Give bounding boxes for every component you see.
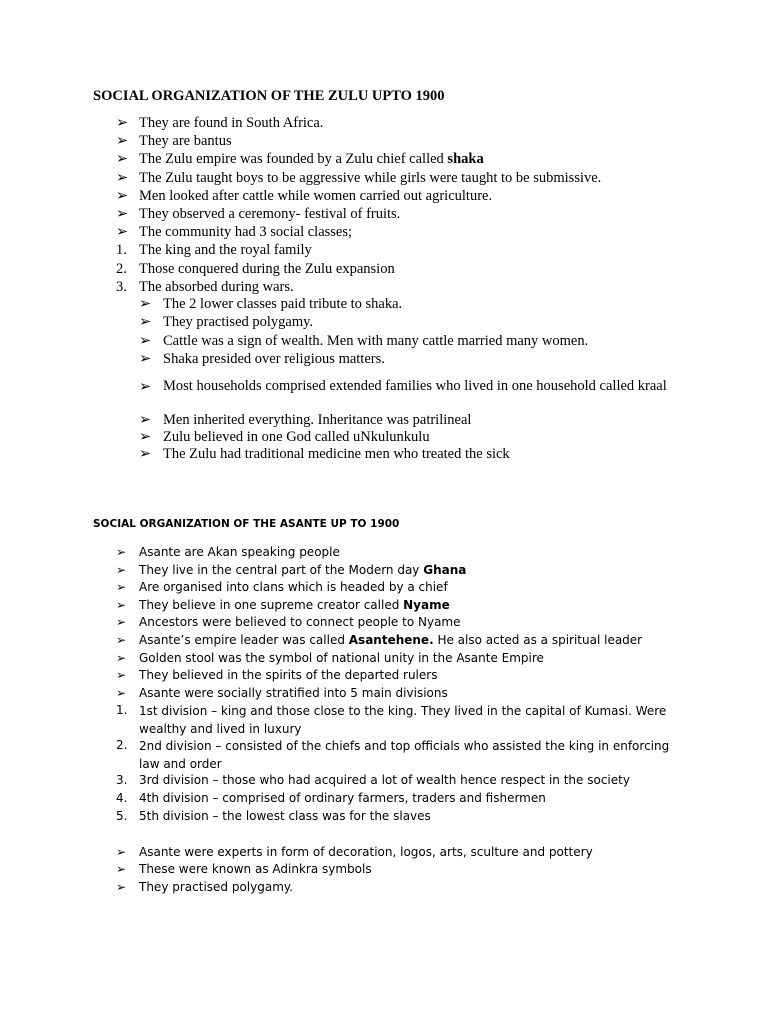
arrowhead-bullet-icon: ➢ <box>116 133 129 150</box>
list-item-text: The Zulu taught boys to be aggressive while girls were taught to be submissive. <box>139 169 602 186</box>
list-number: 5. <box>116 809 128 823</box>
arrowhead-bullet-icon: ➢ <box>139 429 152 445</box>
text-segment: They believe in one supreme creator called <box>139 597 404 612</box>
arrowhead-bullet-icon: ➢ <box>116 615 127 630</box>
list-item-text: Men looked after cattle while women carried out agriculture. <box>139 187 493 204</box>
list-item-text: They are bantus <box>139 133 232 150</box>
list-item-text: 1st division – king and those close to the king. They lived in the capital of Kumasi. Were wealthy and lived in luxury <box>139 704 667 736</box>
list-item-text: They practised polygamy. <box>139 880 294 894</box>
list-item-text: These were known as Adinkra symbols <box>139 862 372 876</box>
list-item-text: They believed in the spirits of the departed rulers <box>139 668 438 683</box>
arrowhead-bullet-icon: ➢ <box>116 597 127 612</box>
list-item-text: Asante are Akan speaking people <box>139 545 340 559</box>
list-item-text: Those conquered during the Zulu expansion <box>139 260 395 277</box>
text-segment: The Zulu empire was founded by a Zulu chief called <box>139 151 448 168</box>
list-item-text: They practised polygamy. <box>163 314 314 331</box>
list-item-text <box>139 598 450 612</box>
arrowhead-bullet-icon: ➢ <box>139 332 152 349</box>
arrowhead-bullet-icon: ➢ <box>139 379 152 395</box>
list-item-text: Are organised into clans which is headed by a chief <box>139 580 448 595</box>
arrowhead-bullet-icon: ➢ <box>139 296 152 312</box>
list-number: 4. <box>116 791 128 805</box>
arrowhead-bullet-icon: ➢ <box>116 562 127 577</box>
list-number: 2. <box>116 260 127 277</box>
arrowhead-bullet-icon: ➢ <box>116 880 127 894</box>
list-item-text: They are found in South Africa. <box>139 115 324 131</box>
bold-term: shaka <box>447 151 484 168</box>
bold-term: Ghana <box>423 562 467 577</box>
zulu-section-title: SOCIAL ORGANIZATION OF THE ZULU UPTO 1900 <box>93 88 445 104</box>
list-item-text <box>139 151 484 168</box>
list-item-text: The absorbed during wars. <box>139 278 294 295</box>
arrowhead-bullet-icon: ➢ <box>116 169 129 186</box>
arrowhead-bullet-icon: ➢ <box>139 350 152 367</box>
list-item-text: Cattle was a sign of wealth. Men with many cattle married many women. <box>163 332 589 349</box>
arrowhead-bullet-icon: ➢ <box>139 446 152 462</box>
list-item-text: Most households comprised extended families who lived in one household called kraal <box>163 378 667 394</box>
text-segment: He also acted as a spiritual leader <box>433 633 643 647</box>
arrowhead-bullet-icon: ➢ <box>116 115 129 131</box>
list-item-text: The Zulu had traditional medicine men who treated the sick <box>163 446 510 462</box>
bold-term: Asantehene. <box>348 633 434 647</box>
list-item-text: 2nd division – consisted of the chiefs and top officials who assisted the king in enforcing law and order <box>139 739 670 771</box>
asante-section-title: SOCIAL ORGANIZATION OF THE ASANTE UP TO 1900 <box>93 518 400 530</box>
list-number: 3. <box>116 278 127 295</box>
list-item-text: Golden stool was the symbol of national unity in the Asante Empire <box>139 650 544 665</box>
list-item-text <box>139 563 466 577</box>
text-segment: They live in the central part of the Modern day <box>139 562 424 577</box>
list-item-text: Asante were experts in form of decoration, logos, arts, sculture and pottery <box>139 845 593 859</box>
list-item-text: They observed a ceremony- festival of fruits. <box>139 206 401 222</box>
list-item-text: Shaka presided over religious matters. <box>163 350 385 367</box>
list-item-text: 5th division – the lowest class was for the slaves <box>139 809 431 823</box>
list-item-text: The community had 3 social classes; <box>139 224 353 241</box>
arrowhead-bullet-icon: ➢ <box>116 633 127 647</box>
list-item-text: 3rd division – those who had acquired a lot of wealth hence respect in the society <box>139 773 630 787</box>
list-item-text: Men inherited everything. Inheritance was patrilineal <box>163 412 472 428</box>
list-number: 2. <box>116 738 128 752</box>
list-number: 3. <box>116 773 128 787</box>
list-number: 1. <box>116 703 128 717</box>
arrowhead-bullet-icon: ➢ <box>116 845 127 859</box>
list-item-text: Zulu believed in one God called uNkulunkulu <box>163 429 430 445</box>
arrowhead-bullet-icon: ➢ <box>116 862 127 876</box>
list-item-text: The king and the royal family <box>139 242 312 259</box>
list-item-text <box>139 633 642 647</box>
arrowhead-bullet-icon: ➢ <box>116 668 127 683</box>
list-item-text: The 2 lower classes paid tribute to shaka. <box>163 296 403 312</box>
list-item-text: Ancestors were believed to connect people to Nyame <box>139 615 461 630</box>
arrowhead-bullet-icon: ➢ <box>116 224 129 241</box>
arrowhead-bullet-icon: ➢ <box>139 412 152 428</box>
arrowhead-bullet-icon: ➢ <box>116 650 127 665</box>
arrowhead-bullet-icon: ➢ <box>116 685 127 700</box>
arrowhead-bullet-icon: ➢ <box>116 206 129 222</box>
list-item-text: Asante were socially stratified into 5 main divisions <box>139 685 448 700</box>
list-item-text: 4th division – comprised of ordinary farmers, traders and fishermen <box>139 791 546 805</box>
arrowhead-bullet-icon: ➢ <box>139 314 152 331</box>
text-segment: Asante’s empire leader was called <box>139 633 349 647</box>
bold-term: Nyame <box>403 597 450 612</box>
list-number: 1. <box>116 242 127 259</box>
arrowhead-bullet-icon: ➢ <box>116 187 129 204</box>
arrowhead-bullet-icon: ➢ <box>116 151 129 168</box>
arrowhead-bullet-icon: ➢ <box>116 545 127 559</box>
arrowhead-bullet-icon: ➢ <box>116 580 127 595</box>
